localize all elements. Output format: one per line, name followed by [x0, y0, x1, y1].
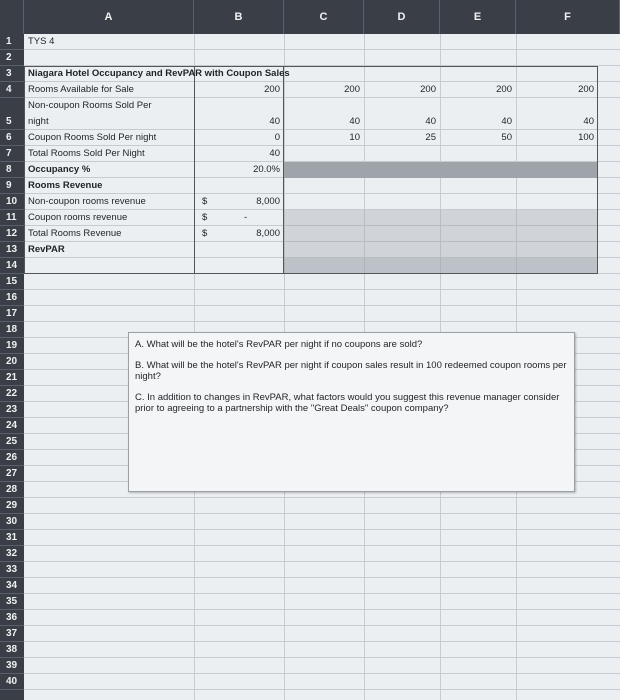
question-c: C. In addition to changes in RevPAR, what factors would you suggest this revenue manager consider prior to agreeing to a partnership with the "Great Deals" coupon company? — [135, 392, 560, 414]
row-header-25[interactable]: 25 — [0, 434, 24, 450]
cell-c5[interactable]: 40 — [349, 116, 360, 127]
row-header-31[interactable]: 31 — [0, 530, 24, 546]
row-header-28[interactable]: 28 — [0, 482, 24, 498]
row-header-16[interactable]: 16 — [0, 290, 24, 306]
cell-a12[interactable]: Total Rooms Revenue — [28, 228, 122, 239]
row-header-23[interactable]: 23 — [0, 402, 24, 418]
cell-b10-currency: $ — [202, 196, 208, 207]
cell-b10[interactable]: 8,000 — [256, 196, 280, 207]
cell-b6[interactable]: 0 — [274, 132, 280, 143]
cell-a8[interactable]: Occupancy % — [28, 164, 91, 175]
row-header-8[interactable]: 8 — [0, 162, 24, 178]
cell-b7[interactable]: 40 — [269, 148, 280, 159]
row-header-21[interactable]: 21 — [0, 370, 24, 386]
row-header-10[interactable]: 10 — [0, 194, 24, 210]
row-header-29[interactable]: 29 — [0, 498, 24, 514]
row-header-38[interactable]: 38 — [0, 642, 24, 658]
row-header-13[interactable]: 13 — [0, 242, 24, 258]
question-b: B. What will be the hotel's RevPAR per night if coupon sales result in 100 redeemed coupon rooms per night? — [135, 360, 567, 382]
row-header-40[interactable]: 40 — [0, 674, 24, 690]
cell-b5[interactable]: 40 — [269, 116, 280, 127]
column-header-d[interactable]: D — [364, 0, 440, 34]
row-header-24[interactable]: 24 — [0, 418, 24, 434]
row-header-3[interactable]: 3 — [0, 66, 24, 82]
row-header-34[interactable]: 34 — [0, 578, 24, 594]
question-text-box[interactable] — [128, 332, 575, 492]
row-header-15[interactable]: 15 — [0, 274, 24, 290]
row-header-14[interactable]: 14 — [0, 258, 24, 274]
row-header-27[interactable]: 27 — [0, 466, 24, 482]
cell-e5[interactable]: 40 — [501, 116, 512, 127]
select-all-corner[interactable] — [0, 0, 24, 34]
cell-b12-currency: $ — [202, 228, 208, 239]
row-header-17[interactable]: 17 — [0, 306, 24, 322]
cell-f5[interactable]: 40 — [583, 116, 594, 127]
cell-f6[interactable]: 100 — [578, 132, 594, 143]
row-header-18[interactable]: 18 — [0, 322, 24, 338]
row-header-39[interactable]: 39 — [0, 658, 24, 674]
row-header-9[interactable]: 9 — [0, 178, 24, 194]
row-header-22[interactable]: 22 — [0, 386, 24, 402]
cell-a1[interactable]: TYS 4 — [28, 36, 55, 47]
row-header-26[interactable]: 26 — [0, 450, 24, 466]
row-header-12[interactable]: 12 — [0, 226, 24, 242]
row-header-11[interactable]: 11 — [0, 210, 24, 226]
column-header-e[interactable]: E — [440, 0, 516, 34]
cell-a11[interactable]: Coupon rooms revenue — [28, 212, 128, 223]
row-header-32[interactable]: 32 — [0, 546, 24, 562]
cell-b11[interactable]: - — [244, 212, 248, 223]
column-header-bar — [0, 0, 620, 34]
column-header-a[interactable]: A — [24, 0, 194, 34]
cell-e4[interactable]: 200 — [496, 84, 512, 95]
row-header-6[interactable]: 6 — [0, 130, 24, 146]
cell-c4[interactable]: 200 — [344, 84, 360, 95]
question-a: A. What will be the hotel's RevPAR per night if no coupons are sold? — [135, 339, 423, 350]
cell-a3-title[interactable]: Niagara Hotel Occupancy and RevPAR with Coupon Sales — [28, 68, 290, 79]
row-header-35[interactable]: 35 — [0, 594, 24, 610]
cell-d4[interactable]: 200 — [420, 84, 436, 95]
cell-b8[interactable]: 20.0% — [253, 164, 280, 175]
cell-grid[interactable] — [24, 34, 620, 700]
row-header-4[interactable]: 4 — [0, 82, 24, 98]
row-header-2[interactable]: 2 — [0, 50, 24, 66]
row-header-bar — [0, 34, 24, 700]
cell-b4[interactable]: 200 — [264, 84, 280, 95]
row-header-5[interactable]: 5 — [0, 98, 24, 130]
row-header-1[interactable]: 1 — [0, 34, 24, 50]
cell-c6[interactable]: 10 — [349, 132, 360, 143]
row-header-37[interactable]: 37 — [0, 626, 24, 642]
cell-d5[interactable]: 40 — [425, 116, 436, 127]
cell-a5-line1[interactable]: Non-coupon Rooms Sold Per — [28, 100, 152, 111]
cell-e6[interactable]: 50 — [501, 132, 512, 143]
row-header-33[interactable]: 33 — [0, 562, 24, 578]
cell-d6[interactable]: 25 — [425, 132, 436, 143]
cell-a10[interactable]: Non-coupon rooms revenue — [28, 196, 146, 207]
row-header-7[interactable]: 7 — [0, 146, 24, 162]
row-header-36[interactable]: 36 — [0, 610, 24, 626]
cell-a13[interactable]: RevPAR — [28, 244, 65, 255]
cell-b12[interactable]: 8,000 — [256, 228, 280, 239]
column-header-f[interactable]: F — [516, 0, 620, 34]
cell-f4[interactable]: 200 — [578, 84, 594, 95]
cell-a7[interactable]: Total Rooms Sold Per Night — [28, 148, 145, 159]
column-header-b[interactable]: B — [194, 0, 284, 34]
row-header-19[interactable]: 19 — [0, 338, 24, 354]
row-header-30[interactable]: 30 — [0, 514, 24, 530]
cell-a9[interactable]: Rooms Revenue — [28, 180, 103, 191]
cell-a4[interactable]: Rooms Available for Sale — [28, 84, 134, 95]
column-header-c[interactable]: C — [284, 0, 364, 34]
cell-b11-currency: $ — [202, 212, 208, 223]
cell-a6[interactable]: Coupon Rooms Sold Per night — [28, 132, 157, 143]
row-header-20[interactable]: 20 — [0, 354, 24, 370]
cell-a5-line2[interactable]: night — [28, 116, 49, 127]
